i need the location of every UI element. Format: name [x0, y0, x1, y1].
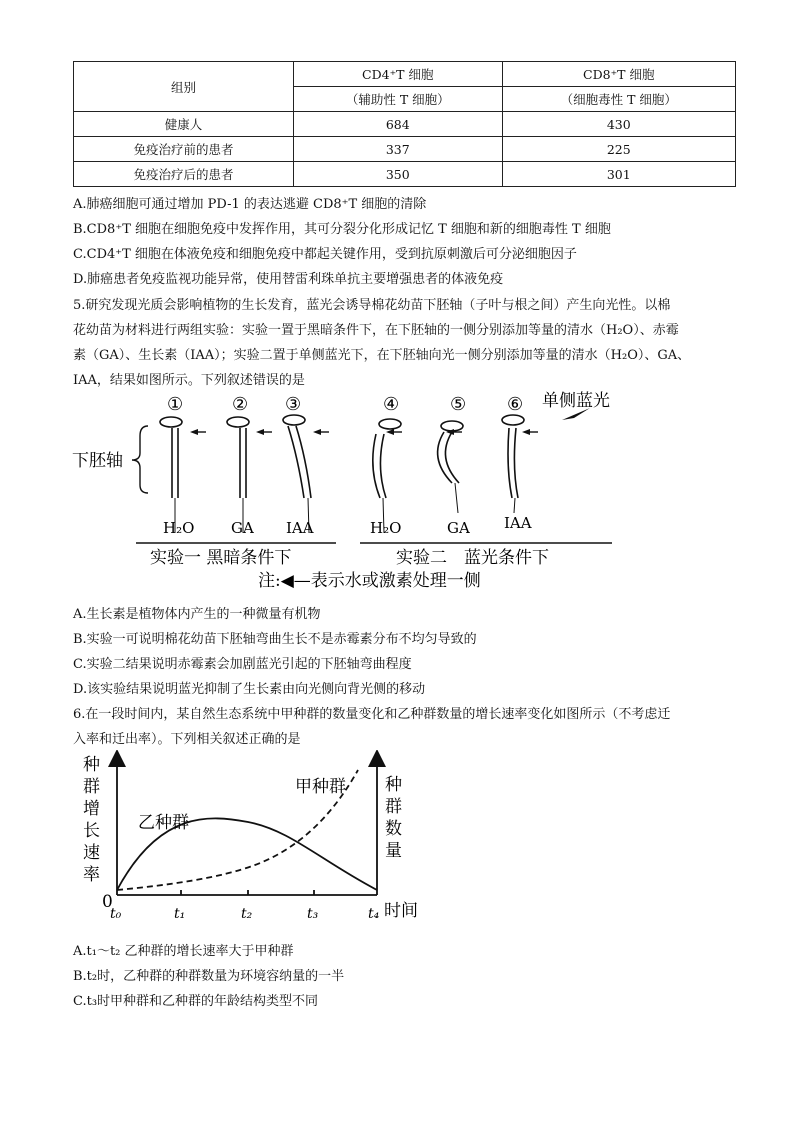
- q4-option-b: B.CD8⁺T 细胞在细胞免疫中发挥作用，其可分裂分化形成记忆 T 细胞和新的细胞毒性 T 细胞: [73, 222, 611, 237]
- x-tick-label: t₁: [174, 906, 186, 922]
- q5-stem-line4: IAA，结果如图所示。下列叙述错误的是: [73, 373, 305, 388]
- treatment-label: GA: [231, 519, 254, 537]
- table-cell-group: 健康人: [74, 112, 294, 137]
- seedling-number: ⑥: [507, 394, 524, 415]
- table-cell-cd4: 337: [294, 137, 503, 162]
- x-tick-label: t₃: [307, 906, 319, 922]
- table-header-cd8: CD8⁺T 细胞: [502, 62, 735, 87]
- y-label-left-char: 率: [83, 865, 100, 885]
- blue-light-label: 单侧蓝光: [542, 391, 610, 411]
- q5-stem-line2: 花幼苗为材料进行两组实验：实验一置于黑暗条件下，在下胚轴的一侧分别添加等量的清水（H₂O）、赤霉: [73, 323, 679, 338]
- seedling-5: [438, 421, 463, 513]
- table-row: [74, 112, 736, 137]
- y-label-right-char: 量: [385, 841, 402, 861]
- seedling-1: [160, 417, 182, 533]
- y-label-right-char: 种: [385, 775, 402, 795]
- y-label-left-char: 群: [83, 777, 100, 797]
- table-cell-cd8: 225: [502, 137, 735, 162]
- experiment1-label: 实验一 黑暗条件下: [150, 548, 292, 568]
- seedling-experiment-figure: [60, 388, 680, 593]
- q6-option-b: B.t₂时，乙种群的种群数量为环境容纳量的一半: [73, 969, 345, 984]
- y-label-left-char: 增: [83, 799, 100, 819]
- treatment-label: H₂O: [370, 519, 402, 537]
- table-cell-group: 免疫治疗后的患者: [74, 162, 294, 187]
- y-label-left-char: 种: [83, 755, 100, 775]
- seedling-number: ⑤: [450, 394, 467, 415]
- series-jia-label: 甲种群: [295, 777, 346, 797]
- treatment-label: GA: [447, 519, 470, 537]
- q4-option-a: A.肺癌细胞可通过增加 PD-1 的表达逃避 CD8⁺T 细胞的清除: [73, 197, 427, 212]
- table-header-cd8-sub: （细胞毒性 T 细胞）: [502, 87, 735, 112]
- q4-option-d: D.肺癌患者免疫监视功能异常，使用替雷利珠单抗主要增强患者的体液免疫: [73, 272, 504, 287]
- x-axis-label: 时间: [384, 901, 418, 921]
- q4-option-c: C.CD4⁺T 细胞在体液免疫和细胞免疫中都起关键作用，受到抗原刺激后可分泌细胞因子: [73, 247, 577, 262]
- figure-note: 注:◀—表示水或激素处理一侧: [258, 571, 481, 591]
- table-header-cd4: CD4⁺T 细胞: [294, 62, 503, 87]
- table-cell-cd8: 301: [502, 162, 735, 187]
- q5-option-b: B.实验一可说明棉花幼苗下胚轴弯曲生长不是赤霉素分布不均匀导致的: [73, 632, 477, 647]
- hypocotyl-label: 下胚轴: [72, 451, 123, 471]
- t-cell-table: [73, 61, 736, 187]
- x-tick-label: t₂: [241, 906, 253, 922]
- series-yi-label: 乙种群: [138, 813, 189, 833]
- y-label-right-char: 数: [385, 819, 402, 839]
- y-label-left-char: 长: [83, 821, 100, 841]
- y-label-right-char: 群: [385, 797, 402, 817]
- table-cell-cd8: 430: [502, 112, 735, 137]
- treatment-label: IAA: [504, 514, 532, 532]
- seedling-number: ④: [383, 394, 400, 415]
- q5-option-d: D.该实验结果说明蓝光抑制了生长素由向光侧向背光侧的移动: [73, 682, 426, 697]
- x-tick-label: t₄: [368, 906, 380, 922]
- y-label-left-char: 速: [83, 843, 100, 863]
- q5-option-c: C.实验二结果说明赤霉素会加剧蓝光引起的下胚轴弯曲程度: [73, 657, 412, 672]
- experiment2-label: 实验二 蓝光条件下: [396, 548, 549, 568]
- q6-stem-line2: 入率和迁出率）。下列相关叙述正确的是: [73, 732, 301, 747]
- table-header-group: 组别: [74, 62, 294, 112]
- seedling-number: ③: [285, 394, 302, 415]
- treatment-label: IAA: [286, 519, 314, 537]
- q6-option-a: A.t₁～t₂ 乙种群的增长速率大于甲种群: [73, 944, 294, 959]
- seedling-number: ①: [167, 394, 184, 415]
- table-row: [74, 162, 736, 187]
- table-cell-cd4: 684: [294, 112, 503, 137]
- table-cell-cd4: 350: [294, 162, 503, 187]
- population-graph: [80, 750, 440, 930]
- treatment-label: H₂O: [163, 519, 195, 537]
- table-header-cd4-sub: （辅助性 T 细胞）: [294, 87, 503, 112]
- seedling-4: [373, 419, 401, 533]
- q5-stem-line1: 5.研究发现光质会影响植物的生长发育，蓝光会诱导棉花幼苗下胚轴（子叶与根之间）产生向光性。以棉: [73, 298, 671, 313]
- seedling-6: [502, 415, 524, 513]
- q5-stem-line3: 素（GA）、生长素（IAA）；实验二置于单侧蓝光下，在下胚轴向光一侧分别添加等量的清水（H₂O）、GA、: [73, 348, 691, 363]
- seedling-3: [283, 415, 311, 533]
- q6-stem-line1: 6.在一段时间内，某自然生态系统中甲种群的数量变化和乙种群数量的增长速率变化如图所示（不考虑迁: [73, 707, 671, 722]
- table-cell-group: 免疫治疗前的患者: [74, 137, 294, 162]
- q6-option-c: C.t₃时甲种群和乙种群的年龄结构类型不同: [73, 994, 319, 1009]
- seedling-2: [227, 417, 249, 533]
- seedling-number: ②: [232, 394, 249, 415]
- origin-label: 0: [102, 892, 113, 912]
- table-row: [74, 137, 736, 162]
- q5-option-a: A.生长素是植物体内产生的一种微量有机物: [73, 607, 321, 622]
- x-tick-label: t₀: [110, 906, 122, 922]
